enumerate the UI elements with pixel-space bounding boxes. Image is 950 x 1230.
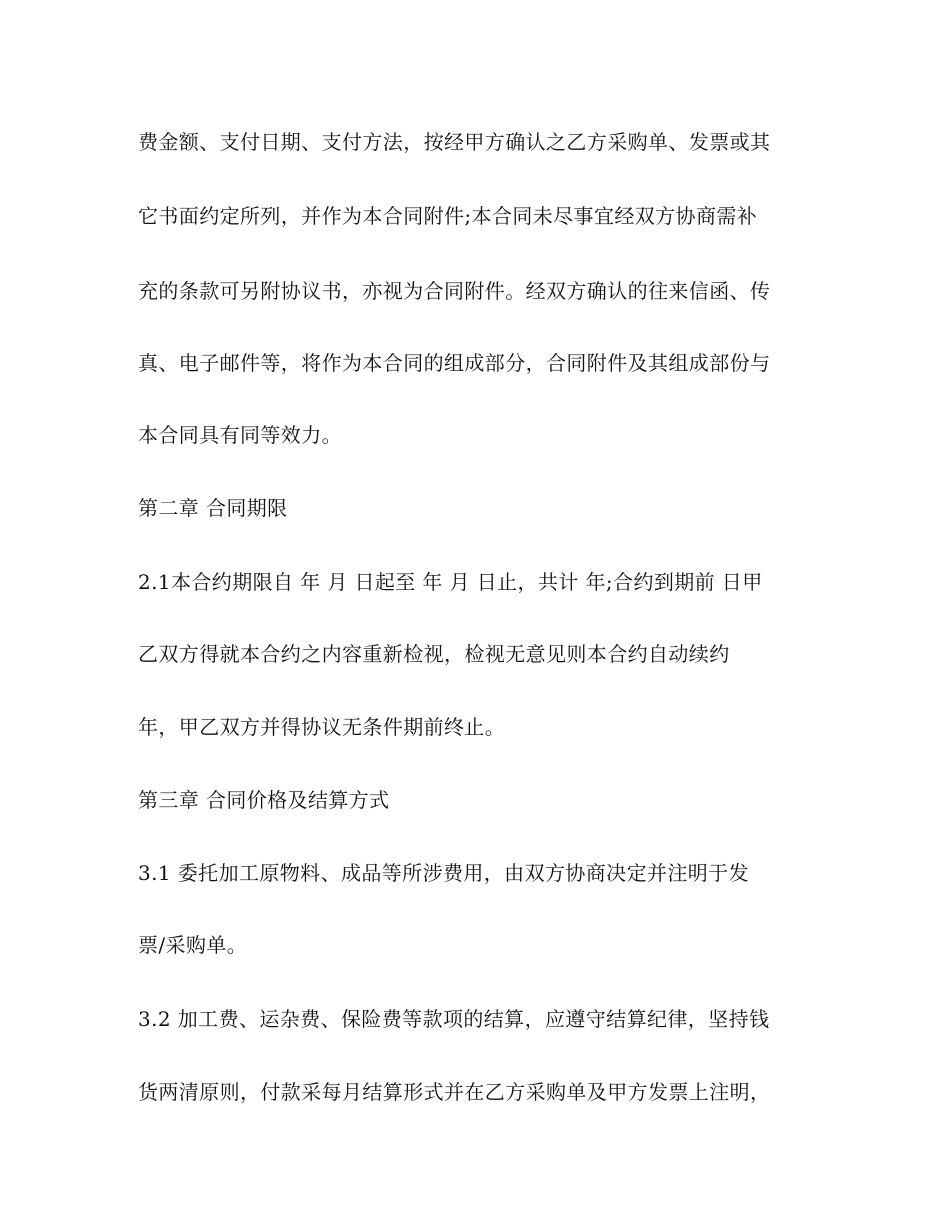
body-text-line: 真、电子邮件等，将作为本合同的组成部分，合同附件及其组成部份与 xyxy=(138,351,771,375)
body-text-line: 2.1本合约期限自 年 月 日起至 年 月 日止，共计 年;合约到期前 日甲 xyxy=(138,570,763,594)
body-text-line: 货两清原则，付款采每月结算形式并在乙方采购单及甲方发票上注明， xyxy=(138,1080,771,1104)
body-text-line: 充的条款可另附协议书，亦视为合同附件。经双方确认的往来信函、传 xyxy=(138,279,771,303)
body-text-line: 费金额、支付日期、支付方法，按经甲方确认之乙方采购单、发票或其 xyxy=(138,130,771,154)
body-text-line: 本合同具有同等效力。 xyxy=(138,423,342,447)
body-text-line: 3.2 加工费、运杂费、保险费等款项的结算，应遵守结算纪律，坚持钱 xyxy=(138,1007,770,1031)
chapter-heading: 第三章 合同价格及结算方式 xyxy=(138,788,390,812)
body-text-line: 乙双方得就本合约之内容重新检视，检视无意见则本合约自动续约 xyxy=(138,642,730,666)
body-text-line: 3.1 委托加工原物料、成品等所涉费用，由双方协商决定并注明于发 xyxy=(138,861,749,885)
chapter-heading: 第二章 合同期限 xyxy=(138,496,288,520)
body-text-line: 票/采购单。 xyxy=(138,933,248,957)
body-text-line: 它书面约定所列，并作为本合同附件;本合同未尽事宜经双方协商需补 xyxy=(138,204,758,228)
body-text-line: 年，甲乙双方并得协议无条件期前终止。 xyxy=(138,715,506,739)
